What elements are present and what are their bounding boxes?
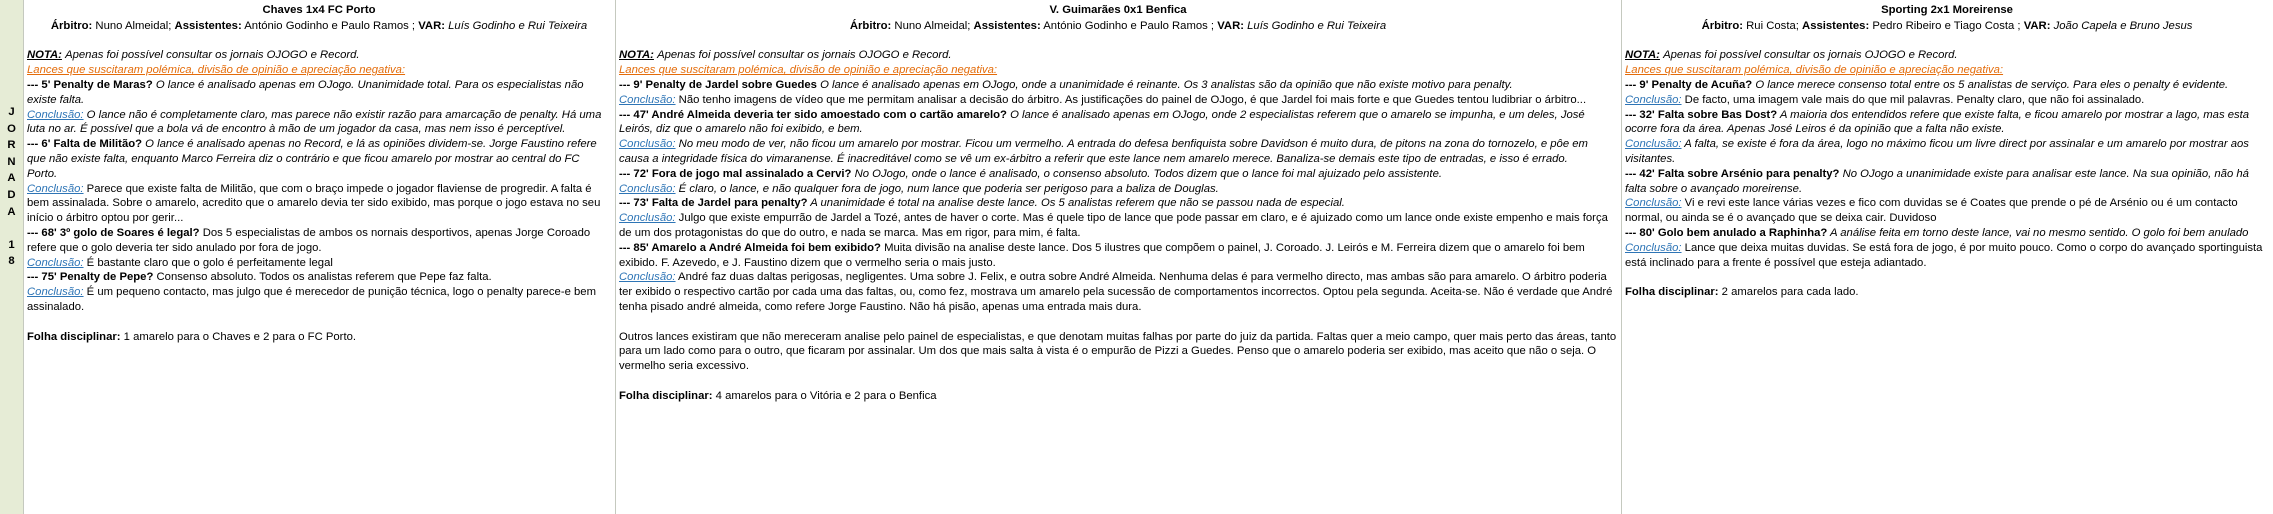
incident: --- 5' Penalty de Maras? O lance é analisado apenas em OJogo. Unanimidade total. Para os especialistas não existe falta. xyxy=(27,78,584,106)
game-column-chaves-porto[interactable] xyxy=(24,0,616,514)
incident: --- 32' Falta sobre Bas Dost? A maioria dos entendidos refere que existe falta, e ficou amarelo por mostrar a lago, mas esta ocorre fora da área. Apenas José Leiros é da opinião que a falta não existe. xyxy=(1625,108,2250,136)
conclusion: Conclusão: O lance não é completamente claro, mas parece não existir razão para amarcação de penalty. Há uma luta no ar. É possível que a bola vá de encontro à mão de um jogador da casa, mas nem isso é perceptível. xyxy=(27,108,602,136)
conclusion: Conclusão: Julgo que existe empurrão de Jardel a Tozé, antes de haver o corte. Mas é quele tipo de lance que pode passar em claro, e é ajuizado como um lance onde existe empenho e mais força de um dos protagonistas do que do outro, e nada se marca. Mas em rigor, para mim, é falta. xyxy=(619,212,1608,239)
jornada-letter: D xyxy=(7,188,16,201)
nota-line: NOTA: Apenas foi possível consultar os jornais OJOGO e Record. xyxy=(27,49,360,62)
conclusion: Conclusão: Parece que existe falta de Militão, que com o braço impede o jogador flaviense de progredir. A falta é bem assinalada. Sobre o amarelo, acredito que o amarelo devia ter sido exibido, mas porque o jogo estava no seu início o árbitro optou por gerir... xyxy=(27,182,601,225)
incident: --- 72' Fora de jogo mal assinalado a Cervi? No OJogo, onde o lance é analisado, o consenso absoluto. Todos dizem que o lance foi mal ajuizado pelo assistente. xyxy=(619,167,1442,180)
game-title: V. Guimarães 0x1 Benfica xyxy=(1049,4,1187,16)
conclusion: Conclusão: André faz duas daltas perigosas, negligentes. Uma sobre J. Felix, e outra sobre André Almeida. Nenhuma delas é para vermelho directo, mas ambas são para amarelo. O árbitro poderia ter exibido o respectivo cartão por cada uma das faltas, ou, como fez, mostrava um amarelo pela sucessão de comportamentos incorrectos. Optou pela segunda. Aceita-se. Não é verdade que André tenha pisado andré almeida, como refere Jorge Faustino. Não há pisão, apenas uma entrada mais dura. xyxy=(619,271,1613,313)
incident: --- 68' 3º golo de Soares é legal? Dos 5 especialistas de ambos os nornais desportivos, apenas Jorge Coroado refere que o golo deveria ter sido anulado por fora de jogo. xyxy=(27,226,591,254)
game-column-sporting-moreirense[interactable] xyxy=(1622,0,2273,514)
conclusion: Conclusão: Vi e revi este lance várias vezes e fico com duvidas se é Coates que prende o pé de Arsénio ou é um contacto normal, ou ainda se é o avançado que se deixa cair. Duvidoso xyxy=(1625,197,2238,225)
folha-disciplinar: Folha disciplinar: 1 amarelo para o Chaves e 2 para o FC Porto. xyxy=(27,330,357,343)
jornada-letter: N xyxy=(7,155,16,168)
conclusion: Conclusão: No meu modo de ver, não ficou um amarelo por mostrar. Ficou um vermelho. A entrada do defesa benfiquista sobre Davidson é muito dura, de pitons na zona do tornozelo, e pôe em causa a integridade física do vimaranense. É inacreditável como se vê um ex-árbitro a referir que este lance nem amarelo merece. Banaliza-se demais este tipo de entradas, e isso é errado. xyxy=(619,138,1588,165)
conclusion: Conclusão: Não tenho imagens de vídeo que me permitam analisar a decisão do árbitro. As justificações do painel de OJogo, é que Jardel foi mais forte e que Guedes tentou ludibriar o árbitro... xyxy=(619,93,1587,106)
jornada-letter: J xyxy=(8,106,15,118)
jornada-letter: 8 xyxy=(8,255,15,268)
nota-line: NOTA: Apenas foi possível consultar os jornais OJOGO e Record. xyxy=(1625,49,1958,62)
incident: --- 80' Golo bem anulado a Raphinha? A análise feita em torno deste lance, vai no mesmo sentido. O golo foi bem anulado xyxy=(1625,226,2249,239)
folha-disciplinar: Folha disciplinar: 2 amarelos para cada lado. xyxy=(1625,286,1859,299)
jornada-letter: O xyxy=(7,122,16,135)
referees-line: Árbitro: Nuno Almeidal; Assistentes: António Godinho e Paulo Ramos ; VAR: Luís Godinho e Rui Teixeira xyxy=(849,19,1387,32)
jornada-sidebar xyxy=(0,0,24,514)
incident: --- 85' Amarelo a André Almeida foi bem exibido? Muita divisão na analise deste lance. Dos 5 ilustres que compõem o painel, J. Coroado. J. Leirós e M. Ferreira dizem que o amarelo foi bem exibido. F. Azevedo, e J. Faustino dizem que o vermelho seria o mais justo. xyxy=(619,241,1585,269)
nota-line: NOTA: Apenas foi possível consultar os jornais OJOGO e Record. xyxy=(619,49,952,62)
incident: --- 9' Penalty de Acuña? O lance merece consenso total entre os 5 analistas de serviço. Para eles o penalty é evidente. xyxy=(1625,78,2229,91)
incident: --- 6' Falta de Militão? O lance é analisado apenas no Record, e lá as opiniões dividem-se. Jorge Faustino refere que não existe falta, enquanto Marco Ferreira diz o contrário e que ficou amarelo por mostrar ao central do FC Porto. xyxy=(27,138,597,180)
incident: --- 9' Penalty de Jardel sobre Guedes O lance é analisado apenas em OJogo, onde a unanimidade é reinante. Os 3 analistas são da opinião que não existe motivo para penalty. xyxy=(619,78,1513,91)
incident: --- 75' Penalty de Pepe? Consenso absoluto. Todos os analistas referem que Pepe faz falta. xyxy=(27,271,492,284)
conclusion: Conclusão: De facto, uma imagem vale mais do que mil palavras. Penalty claro, que não foi assinalado. xyxy=(1625,93,2145,106)
other-incidents: Outros lances existiram que não mereceram analise pelo painel de especialistas, e que denotam muitas falhas por parte do juiz da partida. Faltas quer a meio campo, quer mais perto das áreas, tanto para um lado como para o outro, que ficaram por assinalar. Um dos que mais salta à vista é o empurão de Pizzi a Guedes. Penso que o amarelo poderia ser exibido, mas aceito que não o seja. O vermelho seria excessivo. xyxy=(619,330,1617,373)
lances-heading: Lances que suscitaram polémica, divisão de opinião e apreciação negativa: xyxy=(27,64,406,77)
incident: --- 42' Falta sobre Arsénio para penalty? No OJogo a unanimidade existe para analisar este lance. Na sua opinião, não há falta sobre o avançado moreirense. xyxy=(1625,167,2249,195)
conclusion: Conclusão: É claro, o lance, e não qualquer fora de jogo, num lance que poderia ser perigoso para a baliza de Douglas. xyxy=(619,182,1219,195)
jornada-letter: A xyxy=(7,205,16,218)
game-title: Sporting 2x1 Moreirense xyxy=(1881,4,2013,16)
conclusion: Conclusão: Lance que deixa muitas duvidas. Se está fora de jogo, é por muito pouco. Como o corpo do avançado sportinguista está inclinado para a frente é possível que esteja adiantado. xyxy=(1625,241,2263,269)
jornada-letter: 1 xyxy=(8,238,15,251)
game-title: Chaves 1x4 FC Porto xyxy=(262,4,376,16)
game-column-guimaraes-benfica[interactable] xyxy=(616,0,1622,514)
referees-line: Árbitro: Rui Costa; Assistentes: Pedro Ribeiro e Tiago Costa ; VAR: João Capela e Bruno Jesus xyxy=(1701,19,2193,32)
conclusion: Conclusão: É bastante claro que o golo é perfeitamente legal xyxy=(27,256,333,269)
lances-heading: Lances que suscitaram polémica, divisão de opinião e apreciação negativa: xyxy=(619,64,998,77)
incident: --- 47' André Almeida deveria ter sido amoestado com o cartão amarelo? O lance é analisado apenas em OJogo, onde 2 especialistas referem que o amarelo se impunha, e um deles, José Leirós, diz que o amarelo não foi exibido, e bem. xyxy=(619,108,1585,136)
lances-heading: Lances que suscitaram polémica, divisão de opinião e apreciação negativa: xyxy=(1625,64,2004,77)
conclusion: Conclusão: A falta, se existe é fora da área, logo no máximo ficou um livre direct por assinalar e um amarelo por mostrar aos visitantes. xyxy=(1625,138,2249,165)
folha-disciplinar: Folha disciplinar: 4 amarelos para o Vitória e 2 para o Benfica xyxy=(619,389,937,402)
jornada-letter: R xyxy=(7,139,16,152)
jornada-letter xyxy=(10,220,13,237)
conclusion: Conclusão: É um pequeno contacto, mas julgo que é merecedor de punição técnica, logo o penalty parece-e bem assinalado. xyxy=(27,286,596,313)
jornada-letter: A xyxy=(7,172,16,185)
referees-line: Árbitro: Nuno Almeidal; Assistentes: António Godinho e Paulo Ramos ; VAR: Luís Godinho e Rui Teixeira xyxy=(50,19,588,32)
incident: --- 73' Falta de Jardel para penalty? A unanimidade é total na analise deste lance. Os 5 analistas referem que não se passou nada de especial. xyxy=(619,197,1345,210)
